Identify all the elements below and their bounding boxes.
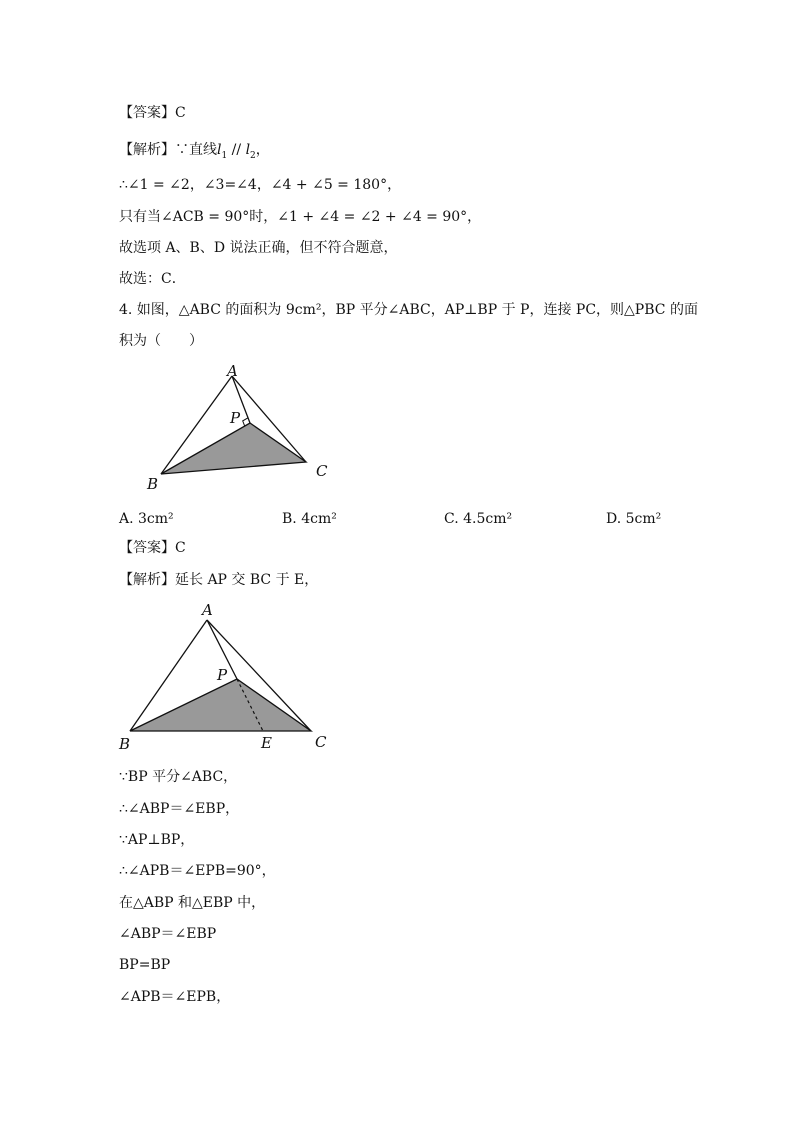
question-line-2: 积为（ ）: [119, 333, 203, 349]
explanation-line-6: 【解析】延长 AP 交 BC 于 E，: [119, 572, 319, 588]
option-a: A. 3cm²: [119, 511, 174, 527]
label-b: B: [147, 475, 159, 493]
proof-line-8: ∠APB＝∠EPB，: [119, 989, 231, 1005]
explanation-line-4: 故选项 A、B、D 说法正确，但不符合题意，: [119, 240, 398, 256]
option-d: D. 5cm²: [606, 511, 662, 527]
triangle-figure-1: [140, 360, 340, 496]
label-a: A: [227, 362, 238, 380]
answer-line-1: 【答案】C: [119, 105, 186, 121]
proof-line-5: 在△ABP 和△EBP 中，: [119, 895, 266, 911]
option-c: C. 4.5cm²: [444, 511, 513, 527]
proof-line-7: BP=BP: [119, 957, 171, 973]
shaded-triangle-pbc-2: [130, 679, 311, 731]
explanation-line-2: ∴∠1 = ∠2，∠3=∠4，∠4 + ∠5 = 180°，: [119, 177, 402, 193]
label-b-2: B: [119, 735, 131, 753]
answer-line-2: 【答案】C: [119, 540, 186, 556]
proof-line-2: ∴∠ABP＝∠EBP，: [119, 801, 240, 817]
proof-line-4: ∴∠APB＝∠EPB=90°，: [119, 863, 276, 879]
explanation-line-5: 故选：C．: [119, 271, 186, 287]
label-a-2: A: [202, 601, 213, 619]
proof-line-3: ∵AP⊥BP，: [119, 832, 195, 848]
label-p: P: [230, 409, 241, 427]
label-e-2: E: [261, 734, 272, 752]
shaded-triangle-pbc: [161, 423, 306, 474]
question-line-1: 4. 如图，△ABC 的面积为 9cm²，BP 平分∠ABC，AP⊥BP 于 P，连接 PC，则△PBC 的面: [119, 302, 698, 318]
explanation-line-1: 【解析】∵直线$l_1 // l_2$，: [119, 142, 270, 161]
explanation-line-3: 只有当∠ACB = 90°时，∠1 + ∠4 = ∠2 + ∠4 = 90°，: [119, 209, 482, 225]
label-c: C: [316, 462, 328, 480]
proof-line-6: ∠ABP＝∠EBP: [119, 926, 217, 942]
option-b: B. 4cm²: [282, 511, 337, 527]
label-c-2: C: [315, 733, 327, 751]
label-p-2: P: [217, 666, 228, 684]
proof-line-1: ∵BP 平分∠ABC，: [119, 769, 238, 785]
triangle-figure-2: [110, 598, 340, 758]
